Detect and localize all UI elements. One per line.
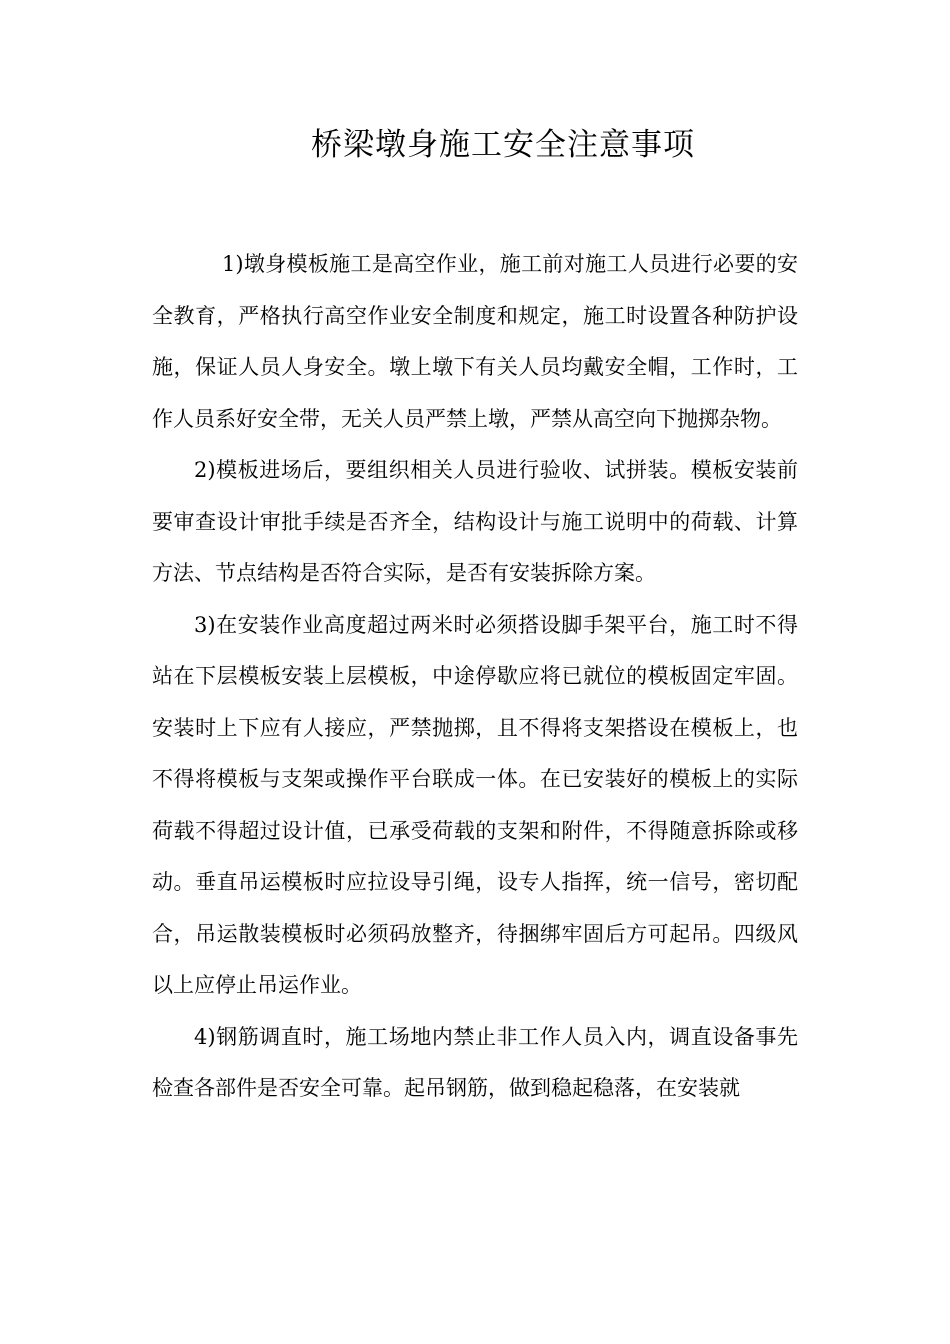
document-body	[152, 239, 798, 1115]
paragraph-3: 3)在安装作业高度超过两米时必须搭设脚手架平台，施工时不得站在下层模板安装上层模板，中途停歇应将已就位的模板固定牢固。安装时上下应有人接应，严禁抛掷，且不得将支架搭设在模板上，也不得将模板与支架或操作平台联成一体。在已安装好的模板上的实际荷载不得超过设计值，已承受荷载的支架和附件，不得随意拆除或移动。垂直吊运模板时应拉设导引绳，设专人指挥，统一信号，密切配合，吊运散装模板时必须码放整齐，待捆绑牢固后方可起吊。四级风以上应停止吊运作业。	[152, 612, 798, 997]
paragraph-1: 1)墩身模板施工是高空作业，施工前对施工人员进行必要的安全教育，严格执行高空作业安全制度和规定，施工时设置各种防护设施，保证人员人身安全。墩上墩下有关人员均戴安全帽，工作时，工作人员系好安全带，无关人员严禁上墩，严禁从高空向下抛掷杂物。	[152, 252, 798, 431]
document-title: 桥梁墩身施工安全注意事项	[311, 127, 695, 163]
paragraph-4: 4)钢筋调直时，施工场地内禁止非工作人员入内，调直设备事先检查各部件是否安全可靠。起吊钢筋，做到稳起稳落，在安装就	[152, 1024, 798, 1100]
paragraph-2: 2)模板进场后，要组织相关人员进行验收、试拼装。模板安装前要审查设计审批手续是否齐全，结构设计与施工说明中的荷载、计算方法、节点结构是否符合实际，是否有安装拆除方案。	[152, 458, 798, 585]
